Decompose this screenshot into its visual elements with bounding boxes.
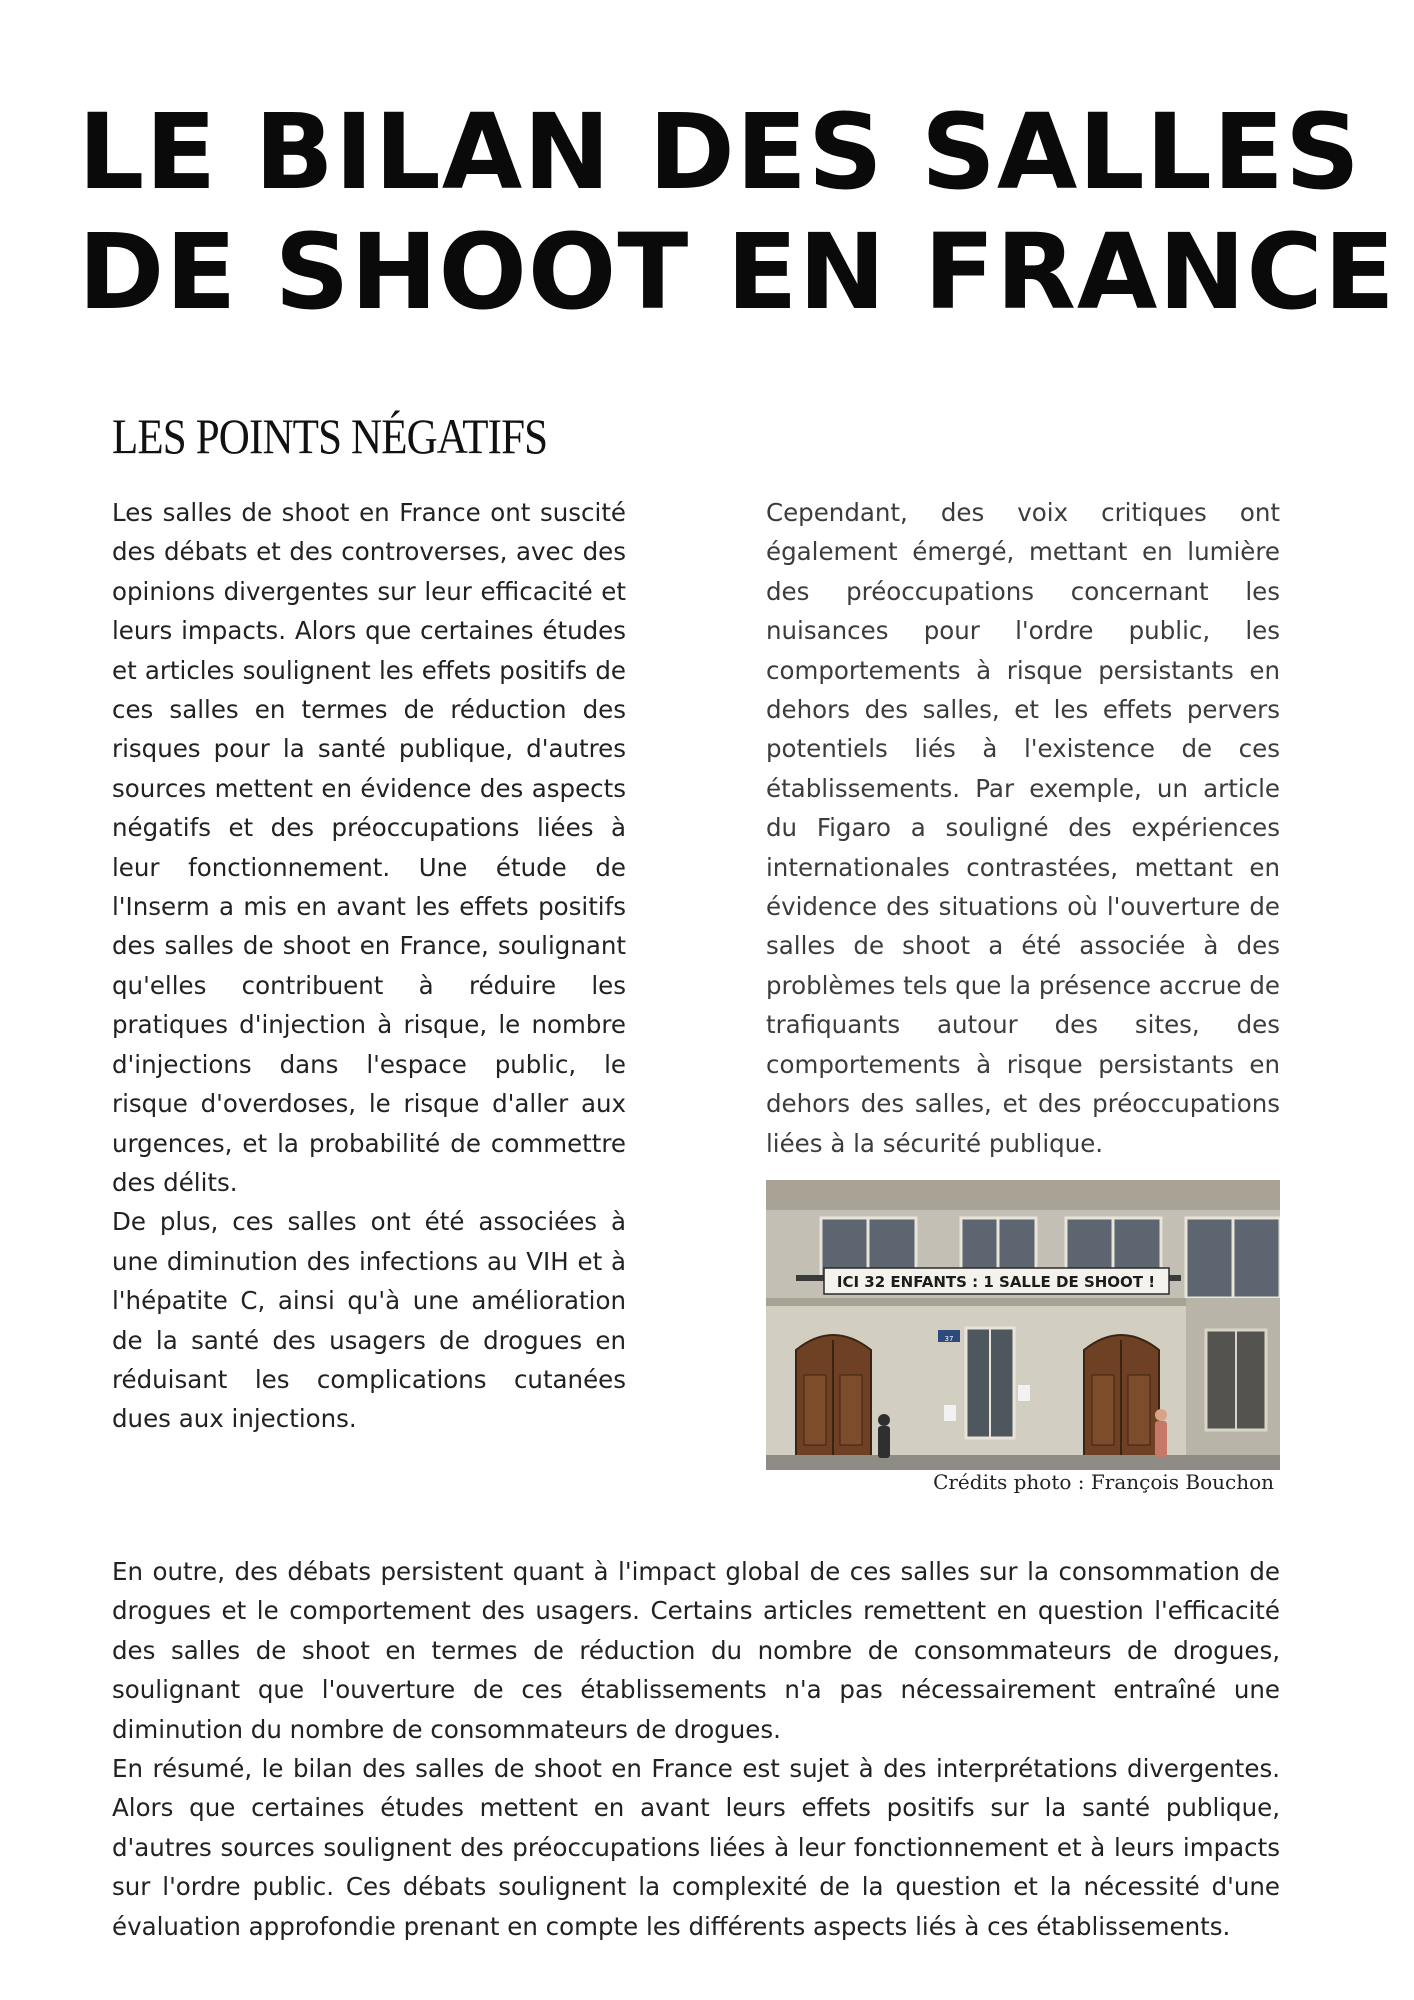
left-paragraph-1: Les salles de shoot en France ont suscité des débats et des controverses, avec des opinions divergentes sur leur efficacité et leurs impacts. Alors que certaines études et articles soulignent les effets positifs de ces salles en termes de réduction des risques pour la santé publique, d'autres sources mettent en évidence des aspects négatifs et des préoccupations liées à leur fonctionnement. Une étude de l'Inserm a mis en avant les effets positifs des salles de shoot en France, soulignant qu'elles contribuent à réduire les pratiques d'injection à risque, le nombre d'injections dans l'espace public, le risque d'overdoses, le risque d'aller aux urgences, et la probabilité de commettre des délits.	[112, 498, 626, 1197]
section-heading: LES POINTS NÉGATIFS	[112, 408, 548, 464]
photo-credit: Crédits photo : François Bouchon	[933, 1470, 1274, 1494]
building-photo	[766, 1180, 1280, 1470]
right-column	[766, 493, 1280, 1163]
bottom-paragraph-1: En outre, des débats persistent quant à l'impact global de ces salles sur la consommation de drogues et le comportement des usagers. Certains articles remettent en question l'efficacité des salles de shoot en termes de réduction du nombre de consommateurs de drogues, soulignant que l'ouverture de ces établissements n'a pas nécessairement entraîné une diminution du nombre de consommateurs de drogues.	[112, 1557, 1280, 1744]
page-title-line-2: DE SHOOT EN FRANCE	[78, 211, 1396, 333]
left-paragraph-2: De plus, ces salles ont été associées à une diminution des infections au VIH et à l'hépatite C, ainsi qu'à une amélioration de la santé des usagers de drogues en réduisant les complications cutanées dues aux injections.	[112, 1207, 626, 1434]
bottom-text	[112, 1552, 1280, 1946]
right-paragraph-1: Cependant, des voix critiques ont également émergé, mettant en lumière des préoccupations concernant les nuisances pour l'ordre public, les comportements à risque persistants en dehors des salles, et les effets pervers potentiels liés à l'existence de ces établissements. Par exemple, un article du Figaro a souligné des expériences internationales contrastées, mettant en évidence des situations où l'ouverture de salles de shoot a été associée à des problèmes tels que la présence accrue de trafiquants autour des sites, des comportements à risque persistants en dehors des salles, et des préoccupations liées à la sécurité publique.	[766, 498, 1280, 1158]
photo-door-number: 37	[944, 1335, 954, 1343]
bottom-paragraph-2: En résumé, le bilan des salles de shoot en France est sujet à des interprétations divergentes. Alors que certaines études mettent en avant leurs effets positifs sur la santé publique, d'autres sources soulignent des préoccupations liées à leur fonctionnement et à leurs impacts sur l'ordre public. Ces débats soulignent la complexité de la question et la nécessité d'une évaluation approfondie prenant en compte les différents aspects liés à ces établissements.	[112, 1754, 1280, 1941]
page-title	[78, 92, 1398, 332]
photo-banner-text: ICI 32 ENFANTS : 1 SALLE DE SHOOT !	[836, 1273, 1156, 1291]
page-title-line-1: LE BILAN DES SALLES	[78, 91, 1361, 213]
left-column	[112, 493, 626, 1439]
